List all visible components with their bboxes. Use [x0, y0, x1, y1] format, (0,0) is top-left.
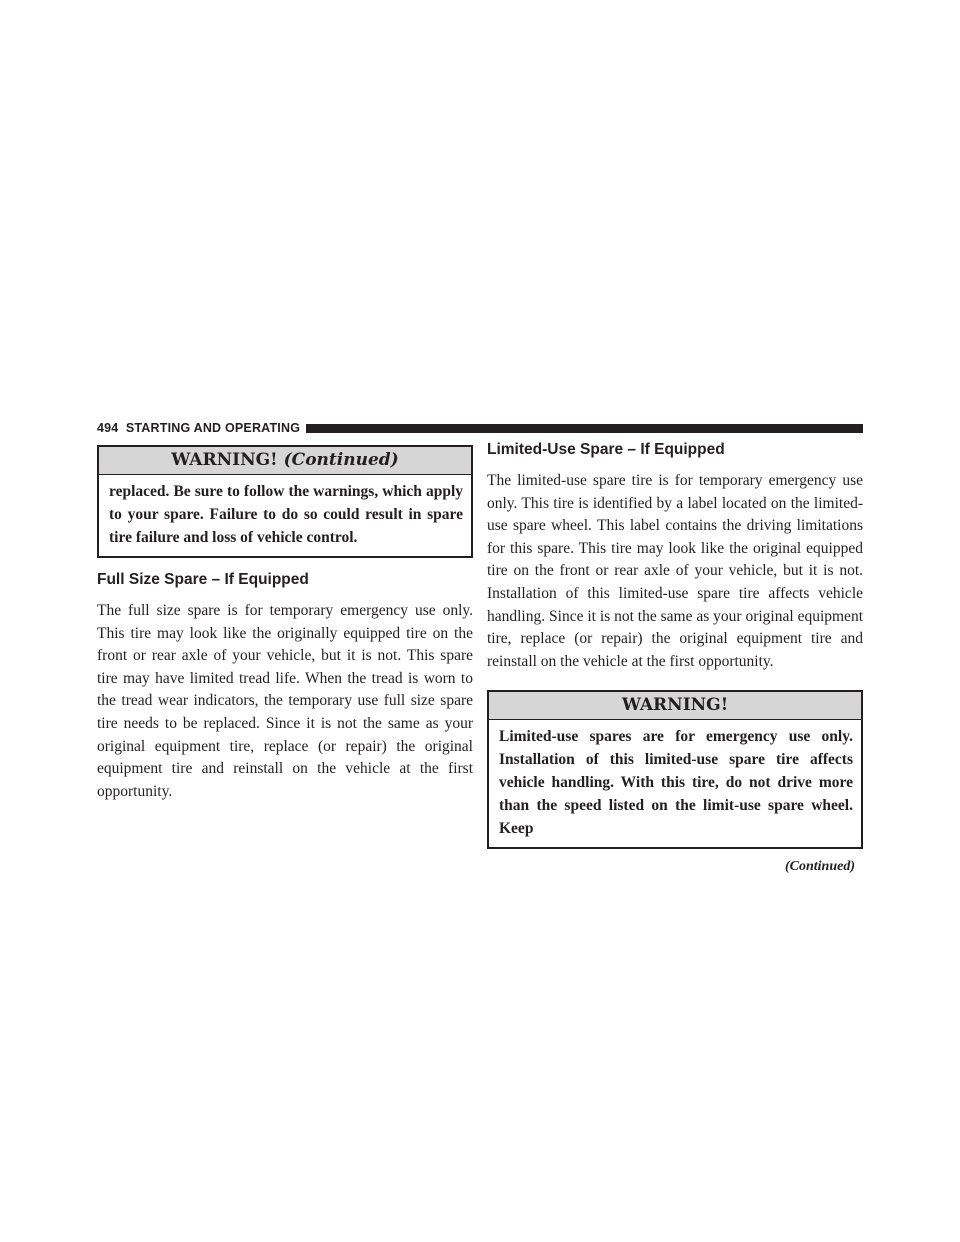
warning-box-header — [489, 692, 861, 720]
warning-title: WARNING! — [621, 695, 729, 716]
paragraph-limited-use-spare: The limited-use spare tire is for temporary emergency use only. This tire is identified by a label located on the limited-use spare wheel. This label contains the driving limitations for this spare. This tire may look like the original equipped tire on the front or rear axle of your vehicle, but it is not. Installation of this limited-use spare tire affects vehicle handling. Since it is not the same as your original equipment tire, replace (or repair) the original equipment tire and reinstall on the vehicle at the first opportunity. — [487, 472, 863, 670]
page-header-text — [97, 421, 306, 435]
warning-box-header — [99, 447, 471, 475]
section-heading-full-size-spare: Full Size Spare – If Equipped — [97, 571, 309, 588]
header-rule — [306, 424, 863, 433]
warning-box — [487, 690, 863, 849]
warning-continued-label: (Continued) — [283, 450, 399, 470]
warning-body: replaced. Be sure to follow the warnings, which apply to your spare. Failure to do so could result in spare tire failure and loss of vehicle control. — [109, 483, 463, 546]
warning-title: WARNING! — [171, 450, 278, 470]
warning-body: Limited-use spares are for emergency use only. Installation of this limited-use spare tire affects vehicle handling. With this tire, do not drive more than the speed listed on the limit-use spare wheel. Keep — [499, 728, 853, 838]
continued-note: (Continued) — [784, 859, 855, 875]
right-column — [487, 441, 863, 875]
page-number: 494 — [97, 421, 119, 435]
paragraph-full-size-spare: The full size spare is for temporary emergency use only. This tire may look like the originally equipped tire on the front or rear axle of your vehicle, but it is not. This spare tire may have limited tread life. When the tread is worn to the tread wear indicators, the temporary use full size spare tire needs to be replaced. Since it is not the same as your original equipment tire, replace (or repair) the original equipment tire and reinstall on the vehicle at the first opportunity. — [97, 602, 473, 800]
page-header — [97, 418, 863, 438]
section-title: STARTING AND OPERATING — [125, 421, 301, 435]
left-column — [97, 445, 473, 803]
section-heading-limited-use-spare: Limited-Use Spare – If Equipped — [487, 441, 725, 458]
warning-box-continued — [97, 445, 473, 558]
